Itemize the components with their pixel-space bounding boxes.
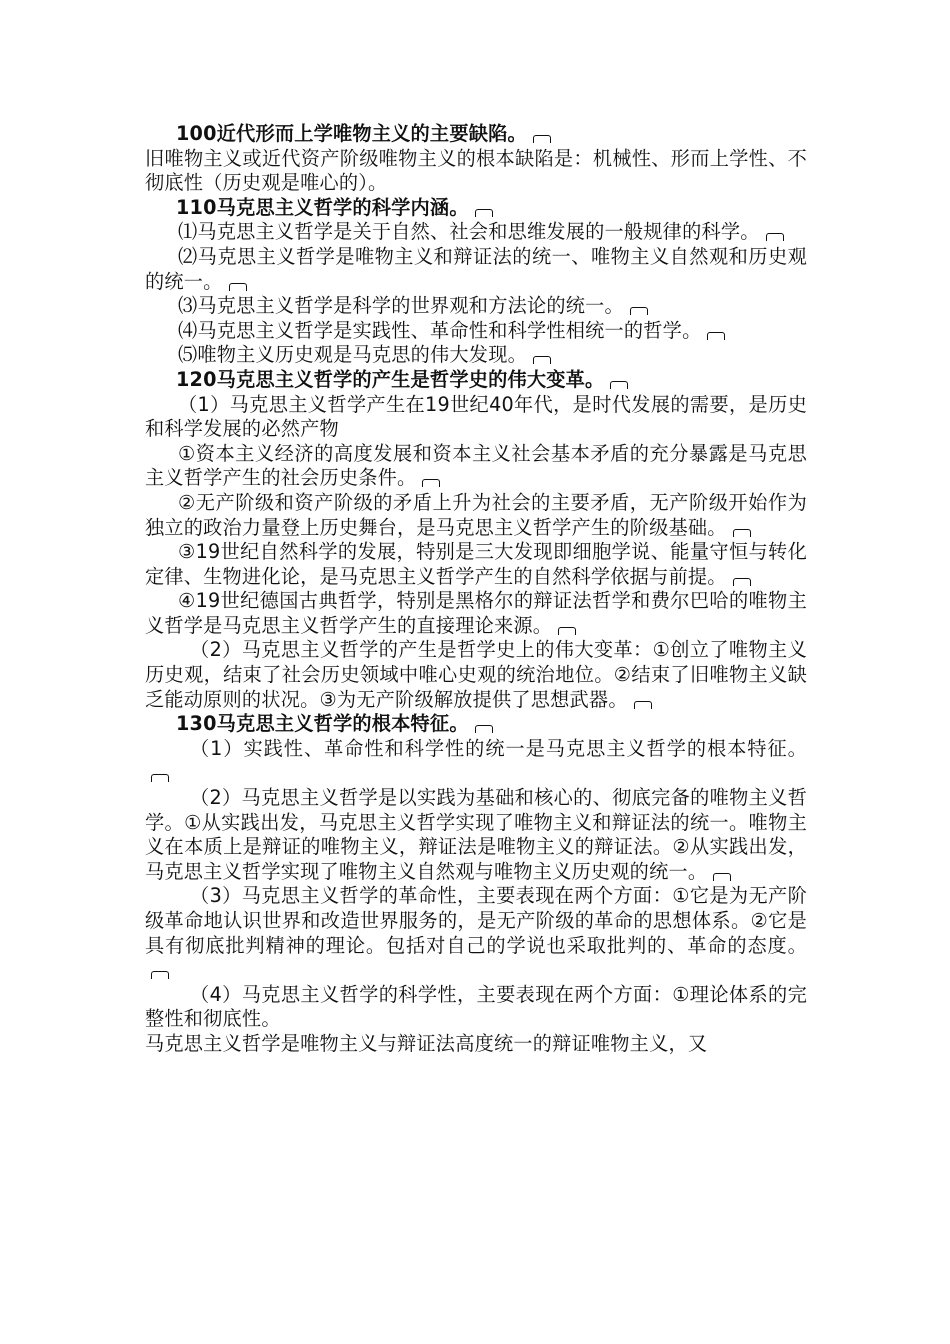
paragraph-mark-icon [634, 701, 652, 709]
paragraph [145, 589, 807, 638]
paragraph-text: ③19世纪自然科学的发展，特别是三大发现即细胞学说、能量守恒与转化定律、生物进化论，是马克思主义哲学产生的自然科学依据与前提。 [145, 540, 807, 588]
paragraph-mark-icon [766, 233, 784, 241]
section-heading-number: 12 [176, 367, 204, 391]
paragraph-text: 马克思主义哲学是唯物主义与辩证法高度统一的辩证唯物主义，又 [145, 1031, 708, 1055]
paragraph [145, 442, 807, 491]
paragraph [145, 1032, 807, 1057]
paragraph-text: （4）马克思主义哲学的科学性，主要表现在两个方面：①理论体系的完整性和彻底性。 [145, 982, 807, 1031]
section-heading [145, 122, 807, 147]
paragraph [145, 343, 807, 368]
section-heading-number-separator: 0 [203, 712, 217, 736]
paragraph-mark-icon [229, 283, 247, 291]
paragraph [145, 220, 807, 245]
paragraph-mark-icon [707, 332, 725, 340]
paragraph [145, 245, 807, 294]
paragraph [145, 393, 807, 442]
paragraph-text: ⑵马克思主义哲学是唯物主义和辩证法的统一、唯物主义自然观和历史观的统一。 [145, 244, 807, 293]
paragraph [145, 786, 807, 884]
paragraph-mark-icon [151, 774, 169, 782]
paragraph-mark-icon [151, 971, 169, 979]
section-heading-number-separator: 0 [203, 367, 217, 391]
paragraph-text: ⑸唯物主义历史观是马克思的伟大发现。 [178, 343, 527, 367]
paragraph [145, 540, 807, 589]
paragraph [145, 319, 807, 344]
paragraph-mark-icon [533, 356, 551, 364]
section-heading [145, 712, 807, 737]
paragraph [145, 294, 807, 319]
section-heading-title: 马克思主义哲学的产生是哲学史的伟大变革。 [216, 367, 605, 391]
section-heading [145, 368, 807, 393]
paragraph [145, 491, 807, 540]
paragraph-mark-icon [733, 529, 751, 537]
paragraph-mark-icon [475, 725, 493, 733]
section-heading-title: 马克思主义哲学的科学内涵。 [216, 195, 469, 219]
section-heading-number-separator: 0 [203, 122, 217, 145]
paragraph-text: ②无产阶级和资产阶级的矛盾上升为社会的主要矛盾，无产阶级开始作为独立的政治力量登上历史舞台，是马克思主义哲学产生的阶级基础。 [145, 490, 807, 539]
paragraph-mark-icon [558, 627, 576, 635]
section-heading-title: 近代形而上学唯物主义的主要缺陷。 [216, 122, 527, 145]
paragraph [145, 638, 807, 712]
paragraph-text: ⑶马克思主义哲学是科学的世界观和方法论的统一。 [178, 294, 624, 318]
paragraph [145, 147, 807, 196]
paragraph-text: ⑷马克思主义哲学是实践性、革命性和科学性相统一的哲学。 [178, 318, 702, 342]
paragraph-text: （1）实践性、革命性和科学性的统一是马克思主义哲学的根本特征。 [190, 736, 807, 760]
paragraph-text: ①资本主义经济的高度发展和资本主义社会基本矛盾的充分暴露是马克思主义哲学产生的社会历史条件。 [145, 441, 807, 490]
paragraph-mark-icon [610, 381, 628, 389]
paragraph-text: 旧唯物主义或近代资产阶级唯物主义的根本缺陷是：机械性、形而上学性、不彻底性（历史观是唯心的）。 [145, 146, 807, 195]
paragraph-mark-icon [713, 873, 731, 881]
paragraph-text: （1）马克思主义哲学产生在19世纪40年代，是时代发展的需要，是历史和科学发展的必然产物 [145, 392, 807, 441]
paragraph-text: （2）马克思主义哲学的产生是哲学史上的伟大变革：①创立了唯物主义历史观，结束了社会历史领域中唯心史观的统治地位。②结束了旧唯物主义缺乏能动原则的状况。③为无产阶级解放提供了思想武器。 [145, 638, 807, 711]
section-heading-number: 11 [176, 195, 204, 219]
document-body [145, 122, 807, 1057]
paragraph-text: ④19世纪德国古典哲学，特别是黑格尔的辩证法哲学和费尔巴哈的唯物主义哲学是马克思主义哲学产生的直接理论来源。 [145, 589, 807, 637]
paragraph-mark-icon [475, 209, 493, 217]
section-heading-number: 13 [176, 712, 204, 736]
section-heading [145, 196, 807, 221]
paragraph [145, 884, 807, 982]
paragraph-mark-icon [733, 578, 751, 586]
paragraph-mark-icon [533, 135, 551, 143]
section-heading-title: 马克思主义哲学的根本特征。 [216, 712, 469, 736]
paragraph-text: ⑴马克思主义哲学是关于自然、社会和思维发展的一般规律的科学。 [178, 220, 760, 244]
paragraph [145, 983, 807, 1032]
paragraph-mark-icon [422, 479, 440, 487]
section-heading-number: 10 [176, 122, 204, 145]
section-heading-number-separator: 0 [203, 195, 217, 219]
paragraph-mark-icon [630, 307, 648, 315]
paragraph [145, 737, 807, 786]
paragraph-text: （2）马克思主义哲学是以实践为基础和核心的、彻底完备的唯物主义哲学。①从实践出发，马克思主义哲学实现了唯物主义和辩证法的统一。唯物主义在本质上是辩证的唯物主义，辩证法是唯物主义的辩证法。②从实践出发，马克思主义哲学实现了唯物主义自然观与唯物主义历史观的统一。 [145, 786, 807, 883]
paragraph-text: （3）马克思主义哲学的革命性，主要表现在两个方面：①它是为无产阶级革命地认识世界和改造世界服务的，是无产阶级的革命的思想体系。②它是具有彻底批判精神的理论。包括对自己的学说也采取批判的、革命的态度。 [145, 884, 807, 957]
